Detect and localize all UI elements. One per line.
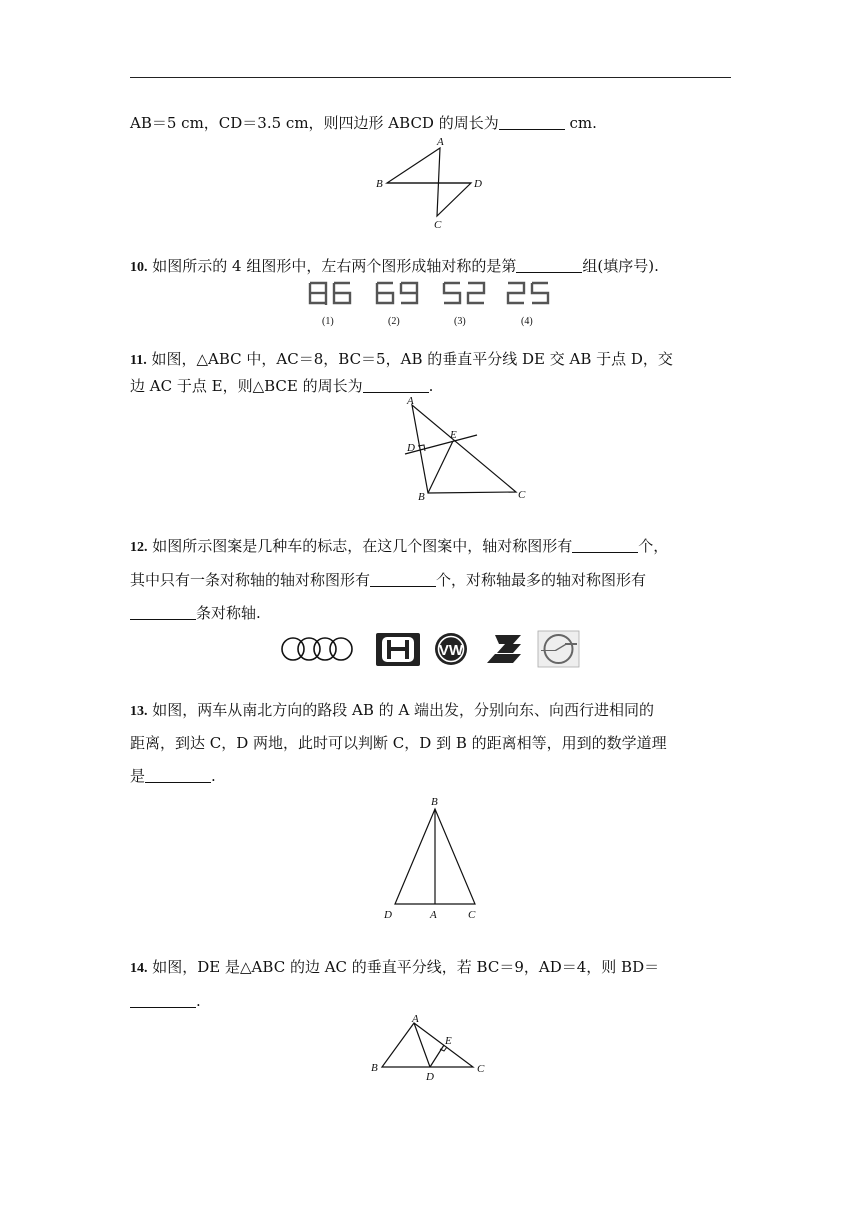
q12-answer-blank-2[interactable]	[370, 572, 436, 587]
q11-triangle-figure	[395, 392, 535, 507]
q10-digit-figures	[300, 278, 560, 330]
q14-label-e: E	[445, 1035, 452, 1047]
q9-answer-blank[interactable]	[499, 115, 565, 130]
q11-label-d: D	[407, 442, 415, 454]
q11-line-2	[130, 376, 433, 396]
q9-text	[130, 113, 597, 133]
suzuki-logo	[487, 635, 521, 663]
q13-label-a: A	[430, 909, 437, 921]
q13-statement-1: 如图，两车从南北方向的路段 AB 的 A 端出发，分别向东、向西行进相同的	[152, 701, 655, 719]
q13-number: 13.	[130, 704, 148, 719]
q11-label-a: A	[407, 395, 414, 407]
q14-label-a: A	[412, 1013, 419, 1025]
honda-logo	[376, 633, 420, 666]
q9-label-b: B	[376, 178, 383, 190]
q12-statement-3-end: 条对称轴.	[196, 604, 261, 622]
q13-line-2	[130, 733, 667, 753]
q10-caption-2: (2)	[388, 316, 400, 327]
vw-letters: VW	[438, 642, 464, 659]
q12-line-2	[130, 570, 646, 590]
q11-answer-blank[interactable]	[363, 378, 429, 393]
q11-label-c: C	[518, 489, 526, 501]
q10-text	[130, 256, 659, 278]
q11-line-1	[130, 349, 673, 371]
q9-label-a: A	[437, 136, 444, 148]
q13-statement-3-end: .	[211, 767, 216, 785]
q14-number: 14.	[130, 961, 148, 976]
q13-line-1	[130, 700, 654, 722]
q13-statement-3: 是	[130, 767, 146, 785]
q9-label-c: C	[434, 219, 442, 231]
q12-statement-1-end: 个，	[638, 537, 669, 555]
header-rule	[130, 77, 731, 78]
q10-number: 10.	[130, 260, 148, 275]
q11-statement-end: .	[428, 377, 434, 395]
q12-answer-blank-1[interactable]	[572, 538, 638, 553]
q13-answer-blank[interactable]	[145, 768, 211, 783]
q11-statement-1: 如图，△ABC 中，AC＝8，BC＝5，AB 的垂直平分线 DE 交 AB 于点 D，交	[151, 350, 673, 368]
q14-statement-2-end: .	[196, 992, 201, 1010]
q12-statement-1: 如图所示图案是几种车的标志，在这几个图案中，轴对称图形有	[152, 537, 573, 555]
q12-line-3	[130, 603, 261, 623]
q14-label-c: C	[477, 1063, 485, 1075]
q13-label-b: B	[431, 796, 438, 808]
q10-answer-blank[interactable]	[516, 258, 582, 273]
q13-road-figure	[380, 793, 490, 923]
q10-statement: 如图所示的 4 组图形中，左右两个图形成轴对称的是第	[152, 257, 517, 275]
q11-statement-2: 边 AC 于点 E，则△BCE 的周长为	[130, 377, 363, 395]
q14-answer-blank[interactable]	[130, 993, 196, 1008]
q14-line-2	[130, 991, 201, 1011]
q13-statement-2: 距离，到达 C，D 两地，此时可以判断 C，D 到 B 的距离相等，用到的数学道理	[130, 734, 667, 752]
q11-label-b: B	[418, 491, 425, 503]
q10-statement-end: 组(填序号).	[582, 257, 659, 275]
q11-number: 11.	[130, 353, 147, 368]
q12-line-1	[130, 536, 668, 558]
q9-statement: AB＝5 cm，CD＝3.5 cm，则四边形 ABCD 的周长为	[130, 114, 499, 132]
q10-caption-1: (1)	[322, 316, 334, 327]
q12-statement-2-end: 个，对称轴最多的轴对称图形有	[436, 571, 647, 589]
q13-line-3	[130, 766, 216, 786]
q10-caption-4: (4)	[521, 316, 533, 327]
volkswagen-logo	[435, 633, 467, 665]
q14-triangle-figure	[368, 1010, 493, 1085]
q14-label-d: D	[426, 1071, 434, 1083]
q12-statement-2: 其中只有一条对称轴的轴对称图形有	[130, 571, 371, 589]
q13-label-c: C	[468, 909, 476, 921]
q11-label-e: E	[450, 429, 457, 441]
q13-label-d: D	[384, 909, 392, 921]
q14-line-1	[130, 957, 659, 979]
q9-label-d: D	[474, 178, 482, 190]
q14-statement-1: 如图，DE 是△ABC 的边 AC 的垂直平分线，若 BC＝9，AD＝4，则 BD＝	[152, 958, 660, 976]
q12-car-logos	[275, 628, 585, 670]
q12-answer-blank-3[interactable]	[130, 605, 196, 620]
opel-logo	[538, 631, 579, 667]
q12-number: 12.	[130, 540, 148, 555]
q14-label-b: B	[371, 1062, 378, 1074]
q10-caption-3: (3)	[454, 316, 466, 327]
q9-quadrilateral-figure	[370, 135, 490, 230]
q9-unit: cm.	[569, 114, 597, 132]
audi-logo	[282, 638, 352, 660]
